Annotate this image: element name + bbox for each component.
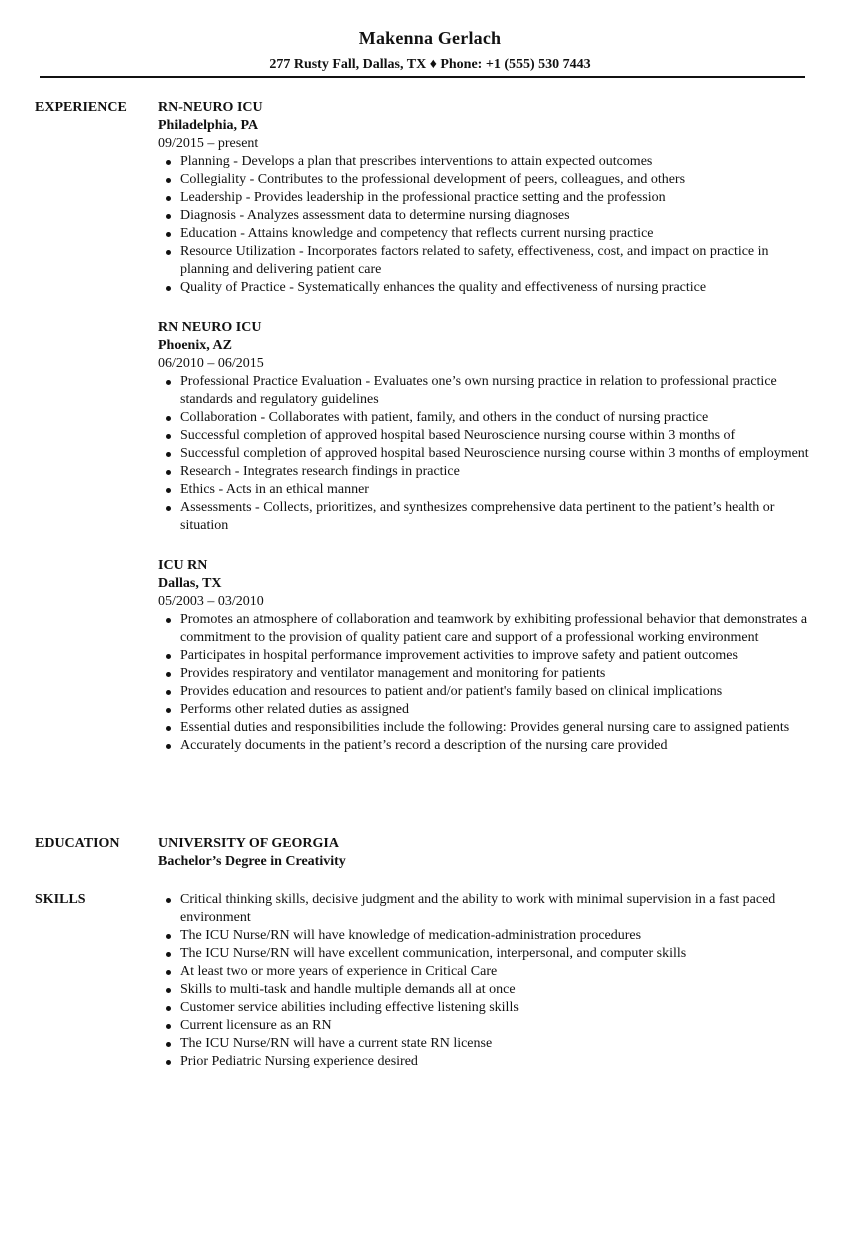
candidate-name: Makenna Gerlach	[358, 28, 502, 48]
experience-list	[158, 99, 818, 771]
job-bullets	[158, 373, 818, 535]
job-entry	[158, 319, 818, 535]
skill-item: At least two or more years of experience in Critical Care	[180, 963, 818, 981]
education-school: UNIVERSITY OF GEORGIA	[158, 836, 339, 851]
skill-item: Current licensure as an RN	[180, 1017, 818, 1035]
job-bullet: Collaboration - Collaborates with patient, family, and others in the conduct of nursing practice	[180, 409, 818, 427]
skills-list	[158, 891, 818, 1071]
contact-line: 277 Rusty Fall, Dallas, TX ♦ Phone: +1 (555) 530 7443	[269, 57, 591, 72]
job-bullet: Promotes an atmosphere of collaboration and teamwork by exhibiting professional behavior that demonstrates a commitment to the provision of quality patient care and support of a professional working environment	[180, 611, 818, 647]
education-degree: Bachelor’s Degree in Creativity	[158, 854, 346, 869]
skill-item: Skills to multi-task and handle multiple demands all at once	[180, 981, 818, 999]
resume-header	[0, 0, 860, 74]
job-bullet: Provides respiratory and ventilator management and monitoring for patients	[180, 665, 818, 683]
job-title: RN NEURO ICU	[158, 320, 262, 335]
job-location: Philadelphia, PA	[158, 118, 259, 133]
skill-item: Prior Pediatric Nursing experience desired	[180, 1053, 818, 1071]
job-location: Dallas, TX	[158, 576, 222, 591]
job-dates: 06/2010 – 06/2015	[158, 356, 264, 371]
job-bullet: Quality of Practice - Systematically enhances the quality and effectiveness of nursing practice	[180, 279, 818, 297]
skill-item: The ICU Nurse/RN will have excellent communication, interpersonal, and computer skills	[180, 945, 818, 963]
skill-item: The ICU Nurse/RN will have a current state RN license	[180, 1035, 818, 1053]
skill-item: Critical thinking skills, decisive judgment and the ability to work with minimal supervision in a fast paced environment	[180, 891, 818, 927]
job-bullet: Ethics - Acts in an ethical manner	[180, 481, 818, 499]
skill-item: The ICU Nurse/RN will have knowledge of medication-administration procedures	[180, 927, 818, 945]
job-bullet: Performs other related duties as assigned	[180, 701, 818, 719]
job-bullet: Successful completion of approved hospital based Neuroscience nursing course within 3 months of	[180, 427, 818, 445]
job-bullets	[158, 611, 818, 755]
job-bullet: Collegiality - Contributes to the professional development of peers, colleagues, and others	[180, 171, 818, 189]
job-entry	[158, 557, 818, 755]
job-bullet: Research - Integrates research findings in practice	[180, 463, 818, 481]
section-title-experience: EXPERIENCE	[35, 100, 127, 115]
job-bullet: Provides education and resources to patient and/or patient's family based on clinical implications	[180, 683, 818, 701]
job-bullet: Planning - Develops a plan that prescribes interventions to attain expected outcomes	[180, 153, 818, 171]
job-bullet: Accurately documents in the patient’s record a description of the nursing care provided	[180, 737, 818, 755]
section-title-education: EDUCATION	[35, 836, 120, 851]
job-title: RN-NEURO ICU	[158, 100, 263, 115]
skills-body	[158, 891, 818, 1071]
job-bullet: Essential duties and responsibilities include the following: Provides general nursing care to assigned patients	[180, 719, 818, 737]
job-bullet: Participates in hospital performance improvement activities to improve safety and patient outcomes	[180, 647, 818, 665]
job-bullet: Diagnosis - Analyzes assessment data to determine nursing diagnoses	[180, 207, 818, 225]
job-bullet: Professional Practice Evaluation - Evaluates one’s own nursing practice in relation to professional practice standards and regulatory guidelines	[180, 373, 818, 409]
job-title: ICU RN	[158, 558, 208, 573]
job-bullet: Resource Utilization - Incorporates factors related to safety, effectiveness, cost, and impact on practice in planning and delivering patient care	[180, 243, 818, 279]
skill-item: Customer service abilities including effective listening skills	[180, 999, 818, 1017]
job-dates: 05/2003 – 03/2010	[158, 594, 264, 609]
job-location: Phoenix, AZ	[158, 338, 232, 353]
job-bullet: Successful completion of approved hospital based Neuroscience nursing course within 3 months of employment	[180, 445, 818, 463]
section-title-skills: SKILLS	[35, 892, 86, 907]
header-divider	[40, 76, 805, 78]
job-bullet: Leadership - Provides leadership in the professional practice setting and the profession	[180, 189, 818, 207]
job-bullets	[158, 153, 818, 297]
education-body	[158, 835, 818, 871]
job-bullet: Assessments - Collects, prioritizes, and synthesizes comprehensive data pertinent to the patient’s health or situation	[180, 499, 818, 535]
job-dates: 09/2015 – present	[158, 136, 259, 151]
job-entry	[158, 99, 818, 297]
job-bullet: Education - Attains knowledge and competency that reflects current nursing practice	[180, 225, 818, 243]
